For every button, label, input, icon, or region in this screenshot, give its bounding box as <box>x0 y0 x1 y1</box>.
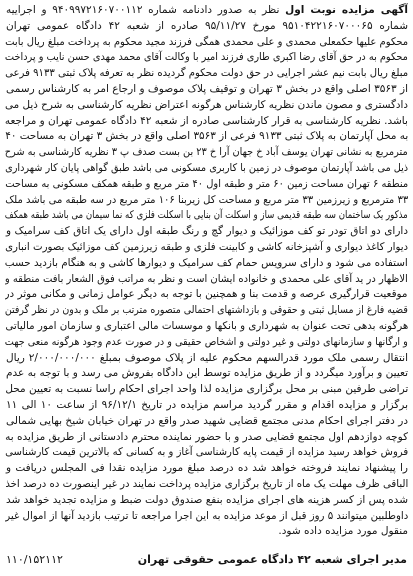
notice-line-text: مترمربع به نشانی تهران یوسف آباد خ جهان آرا خ ۲۳ بن بست صدف پ ۳ نظریه کارشناسی به شرح <box>5 146 408 159</box>
notice-code: ۱۱۰/۱۵۲۱۱۲ <box>6 553 63 566</box>
notice-line <box>5 509 408 525</box>
notice-line-text: داوطلبین میتوانند ۵ روز قبل از موعد مزایده به این اجرا مراجعه تا ترتیب بازدید آنها از اموال غیر <box>5 509 408 522</box>
notice-line <box>5 3 408 19</box>
notice-line-text: منطقه ۶ تهران مساحت زمین ۶۰ متر و طبقه اول ۴۰ متر مربع و طبقه همکف مسکونی به مساحت <box>5 177 408 190</box>
notice-footer <box>6 551 407 569</box>
notice-line <box>5 319 408 335</box>
notice-line <box>5 335 408 351</box>
notice-line <box>5 161 408 177</box>
notice-line-text: هرگونه بدهی تحت عنوان به شهرداری و بانکها و موسسات مالی اعتباری و سازمان امور مالیاتی <box>5 319 408 332</box>
notice-line <box>5 193 408 209</box>
notice-line <box>5 430 408 446</box>
notice-line <box>5 114 408 130</box>
notice-line-text: ۳۳ مترمربع و زیرزمین ۳۳ متر مربع و مساحت کل زیربنا ۱۰۶ متر مربع در سه طبقه می باشد ملک <box>5 193 408 206</box>
notice-line <box>5 145 408 161</box>
notice-line <box>5 493 408 509</box>
notice-line <box>5 382 408 398</box>
notice-line-text: محکوم علیها حکمعلی محمدی و علی محمدی همگی فرزند مجید محکوم به پرداخت مبلغ ریال بابت <box>5 35 408 48</box>
notice-line <box>5 287 408 303</box>
notice-line <box>5 477 408 493</box>
notice-line <box>5 224 408 240</box>
notice-line-text: مبلغ ریال بابت نیم عشر اجرایی در حق دولت محکوم گردیده نظر به تعرفه پلاک ثبتی ۹۱۳۳ فرعی <box>5 67 408 80</box>
notice-line <box>5 351 408 367</box>
notice-line <box>5 445 408 461</box>
notice-line-text: فروش خواهد رسید مزایده از قیمت پایه کارشناسی آغاز و به کسانی که بالاترین قیمت کارشناسی <box>5 446 408 459</box>
notice-line-text: کوچه دوازدهم اول مجتمع قضایی صدر و با حضور نماینده محترم دادستانی از طریق مزایده به <box>5 430 408 443</box>
notice-line-text: دارای دو اتاق تودر تو کف موزائیک و دیوار گچ و رنگ طبقه اول دارای یک اتاق کف سرامیک و <box>6 225 408 238</box>
notice-line-text: الباقی ظرف مهلت یک ماه از تاریخ برگزاری مزایده پرداخت نمایند در غیر اینصورت ده درصد اخذ <box>5 477 408 490</box>
notice-line <box>5 256 408 272</box>
notice-line-text: موقعیت قرارگیری عرصه و قدمت بنا و همچنین با توجه به دیگر عوامل زمانی و مکانی موثر در <box>5 288 408 301</box>
signature: مدیر اجرای شعبه ۴۲ دادگاه عمومی حقوقی تهران <box>137 553 407 566</box>
notice-title: آگهی مزایده نوبت اول <box>285 4 408 16</box>
notice-line-text: به محل آپارتمان به پلاک ثبتی ۹۱۳۳ فرعی از ۳۵۶۳ اصلی واقع در بخش ۳ تهران به مساحت ۴۰ <box>5 130 408 143</box>
notice-line-text: باشد. نظریه کارشناسی به قرار کارشناسی صادره از شعبه ۴۲ دادگاه عمومی تهران و مراجعه <box>5 114 408 127</box>
notice-line-text: در دفتر اجرای احکام مدنی مجتمع قضایی شهید صدر واقع در تهران خیابان شیخ بهایی شمالی <box>6 414 408 427</box>
notice-line <box>5 129 408 145</box>
notice-line <box>5 303 408 319</box>
notice-line <box>5 98 408 114</box>
notice-line <box>5 272 408 288</box>
notice-line <box>5 177 408 193</box>
notice-line-text: استفاده می شود و دارای سرویس حمام کف سرامیک و دیوارها کاشی و به هنگام بازدید حسب <box>5 256 408 269</box>
auction-notice <box>5 3 408 540</box>
notice-line <box>5 414 408 430</box>
notice-line-text: منقول مورد مزایده داده شود. <box>278 525 408 538</box>
notice-line-text: از ۳۵۶۳ اصلی واقع در بخش ۳ تهران و توقیف پلاک موصوف و ارجاع امر به کارشناس رسمی <box>5 82 408 95</box>
notice-line <box>5 50 408 66</box>
notice-line <box>5 35 408 51</box>
notice-line-text: تعیین و برآورد میگردد و از طریق مزایده توسط این دادگاه بفروش می رسد و با توجه به عدم <box>6 367 408 380</box>
notice-line-text: مذکور یک ساختمان سه طبقه قدیمی ساز و اسکلت آن بنایی با اسکلت فلزی که نما سیمان می باشد طبقه همکف <box>5 209 408 222</box>
notice-line-text: قضیه فارغ از مسایل ثبتی و حقوقی و بازداشتهای احتمالی متصوره مترتب بر ملک و بدون در نظر گرفتن <box>5 304 408 317</box>
notice-line <box>5 366 408 382</box>
notice-line-text: تراضی طرفین مبنی بر محل برگزاری مزایده لذا واحد اجرای احکام راسا نسبت به تعیین محل <box>5 383 408 396</box>
notice-line <box>5 19 408 35</box>
notice-line <box>5 66 408 82</box>
notice-line-text: انتقال رسمی ملک مورد قدرالسهم محکوم علیه از پلاک موصوف بمبلغ ۲/۰۰۰/۰۰۰/۰۰۰ ریال <box>6 351 408 364</box>
notice-line <box>5 240 408 256</box>
notice-line <box>5 208 408 224</box>
notice-line-text: را پیشنهاد نمایند فروخته خواهد شد ده درصد مبلغ مورد مزایده نقدا فی المجلس دریافت و <box>6 462 408 475</box>
notice-line-text: شده پس از کسر هزینه های اجرای مزایده بنفع صندوق دولت ضبط و مزایده تجدید خواهد شد <box>6 493 408 506</box>
notice-line <box>5 524 408 540</box>
notice-line-text: برگزار و مزایده اقدام و مقرر گردید مراسم مزایده در تاریخ ۹۶/۱۲/۱ از ساعت ۱۰ الی ۱۱ <box>5 398 408 411</box>
notice-line <box>5 82 408 98</box>
notice-line-text: الاظهار در ید آقای علی محمدی و خانواده ایشان است و نظر به مراتب فوق الشعار بافت منطقه و <box>5 272 408 285</box>
notice-line-text: و ارگانها و سازمانهای دولتی و غیر دولتی و اشخاص حقیقی و در صورت عدم وجود هرگونه منعی جهت <box>5 335 408 348</box>
notice-line-body: نظر به صدور دادنامه شماره ۹۴۰۹۹۷۲۱۶۰۷۰۰۱۱۲ و اجراییه <box>5 4 280 16</box>
notice-line <box>5 398 408 414</box>
notice-line-text: شماره ۹۵۱۰۴۲۲۱۶۰۷۰۰۰۶۵ مورخ ۹۵/۱۱/۲۷ صادره از شعبه ۴۲ دادگاه عمومی تهران <box>6 19 408 32</box>
notice-line <box>5 461 408 477</box>
notice-line-text: دیوار کاغذ دیواری و آشپزخانه کاشی و کابینت فلزی و طبقه زیرزمین کف موزائیک بصورت انباری <box>5 240 408 253</box>
notice-line-text: ذیل می باشد آپارتمان موصوف در زمین با کاربری مسکونی می باشد طبق گواهی پایان کار شهرداری <box>5 161 408 174</box>
notice-line-text: محکوم به در حق آقای رضا اکبری طاری فرزند امیر با وکالت آقای محمد مهدی حسن نایب و پرداخت <box>5 51 408 64</box>
notice-line-text: دادگستری و مصون ماندن نظریه کارشناس هرگونه اعتراض نظریه کارشناسی به شرح ذیل می <box>5 98 408 111</box>
notice-line-text <box>6 3 408 19</box>
